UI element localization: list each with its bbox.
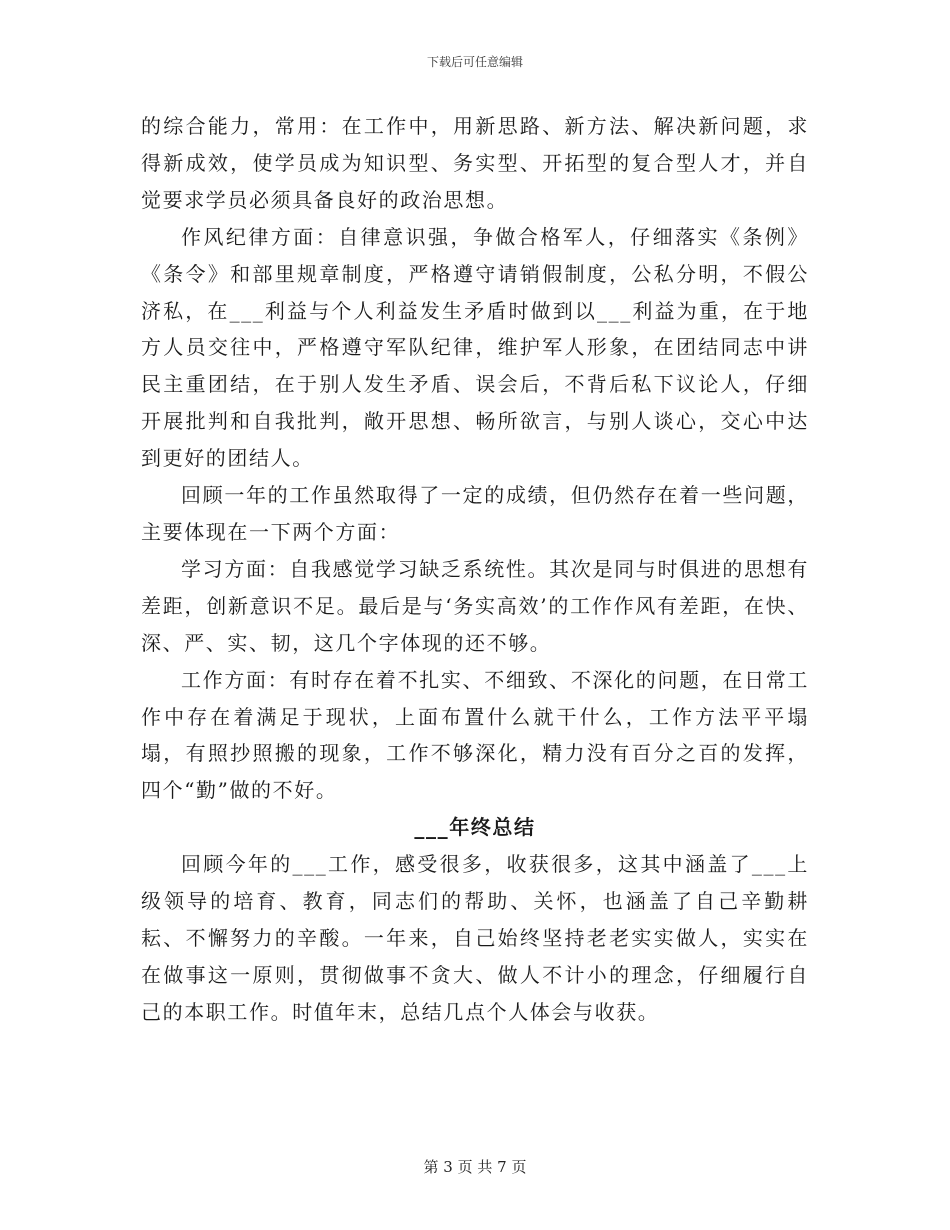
paragraph-work: 工作方面：有时存在着不扎实、不细致、不深化的问题，在日常工作中存在着满足于现状，上面布置什么就干什么，工作方法平平塌塌，有照抄照搬的现象，工作不够深化，精力没有百分之百的发挥，四个“勤”做的不好。 (141, 667, 809, 803)
page-header: 下载后可任意编辑 (426, 55, 523, 69)
page-number: 第 3 页 共 7 页 (423, 1158, 527, 1176)
paragraph-discipline: 作风纪律方面：自律意识强，争做合格军人，仔细落实《条例》《条令》和部里规章制度，严格遵守请销假制度，公私分明，不假公济私，在___利益与个人利益发生矛盾时做到以___利益为重，在于地方人员交往中，严格遵守军队纪律，维护军人形象，在团结同志中讲民主重团结，在于别人发生矛盾、误会后，不背后私下议论人，仔细开展批判和自我批判，敞开思想、畅所欲言，与别人谈心，交心中达到更好的团结人。 (141, 224, 809, 471)
paragraph-review: 回顾一年的工作虽然取得了一定的成绩，但仍然存在着一些问题，主要体现在一下两个方面： (141, 483, 809, 544)
section-heading: ___年终总结 (414, 815, 536, 840)
paragraph-study: 学习方面：自我感觉学习缺乏系统性。其次是同与时俱进的思想有差距，创新意识不足。最后是与‘务实高效’的工作作风有差距，在快、深、严、实、韧，这几个字体现的还不够。 (141, 556, 809, 655)
paragraph-summary: 回顾今年的___工作，感受很多，收获很多，这其中涵盖了___上级领导的培育、教育，同志们的帮助、关怀，也涵盖了自己辛勤耕耘、不懈努力的辛酸。一年来，自己始终坚持老老实实做人，实实在在做事这一原则，贯彻做事不贪大、做人不计小的理念，仔细履行自己的本职工作。时值年末，总结几点个人体会与收获。 (141, 852, 809, 1024)
document-body (141, 108, 809, 1031)
paragraph-ability: 的综合能力，常用：在工作中，用新思路、新方法、解决新问题，求得新成效，使学员成为知识型、务实型、开拓型的复合型人才，并自觉要求学员必须具备良好的政治思想。 (141, 114, 809, 212)
